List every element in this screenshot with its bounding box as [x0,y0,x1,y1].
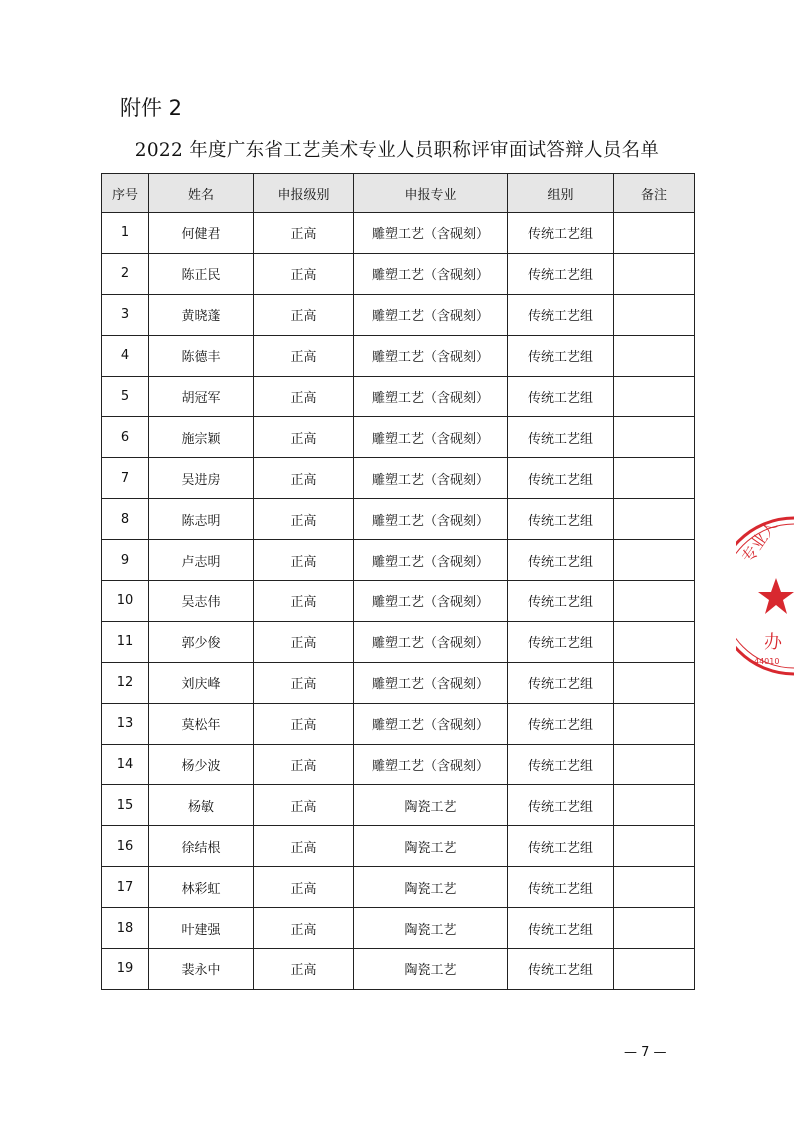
cell-index: 5 [102,376,149,417]
cell-level: 正高 [254,294,354,335]
cell-remarks [614,908,695,949]
cell-remarks [614,335,695,376]
column-header-index: 序号 [102,174,149,213]
cell-remarks [614,294,695,335]
cell-name: 莫松年 [149,703,254,744]
cell-specialty: 雕塑工艺（含砚刻） [354,621,508,662]
cell-name: 何健君 [149,213,254,254]
cell-specialty: 陶瓷工艺 [354,908,508,949]
cell-index: 1 [102,213,149,254]
seal-text-top: 专业人 [737,516,781,567]
cell-remarks [614,621,695,662]
cell-level: 正高 [254,949,354,990]
cell-group: 传统工艺组 [508,949,614,990]
cell-index: 2 [102,253,149,294]
table-row [102,253,695,294]
cell-index: 19 [102,949,149,990]
cell-name: 施宗颖 [149,417,254,458]
table-row [102,826,695,867]
cell-group: 传统工艺组 [508,744,614,785]
cell-group: 传统工艺组 [508,335,614,376]
table-row [102,417,695,458]
table-row [102,908,695,949]
cell-remarks [614,417,695,458]
cell-name: 陈志明 [149,499,254,540]
cell-group: 传统工艺组 [508,417,614,458]
cell-level: 正高 [254,213,354,254]
table-row [102,335,695,376]
column-header-remarks: 备注 [614,174,695,213]
cell-level: 正高 [254,785,354,826]
table-row [102,213,695,254]
table-header-row [102,174,695,213]
cell-name: 叶建强 [149,908,254,949]
cell-specialty: 雕塑工艺（含砚刻） [354,458,508,499]
column-header-name: 姓名 [149,174,254,213]
cell-index: 13 [102,703,149,744]
cell-level: 正高 [254,458,354,499]
cell-name: 郭少俊 [149,621,254,662]
cell-index: 11 [102,621,149,662]
cell-name: 黄晓蓬 [149,294,254,335]
seal-star-icon [758,578,794,614]
table-row [102,458,695,499]
cell-remarks [614,253,695,294]
cell-specialty: 雕塑工艺（含砚刻） [354,294,508,335]
cell-specialty: 雕塑工艺（含砚刻） [354,540,508,581]
cell-group: 传统工艺组 [508,581,614,622]
cell-name: 徐结根 [149,826,254,867]
table-row [102,294,695,335]
table-row [102,949,695,990]
cell-remarks [614,213,695,254]
cell-specialty: 陶瓷工艺 [354,867,508,908]
cell-group: 传统工艺组 [508,662,614,703]
cell-level: 正高 [254,908,354,949]
cell-specialty: 雕塑工艺（含砚刻） [354,662,508,703]
cell-specialty: 雕塑工艺（含砚刻） [354,744,508,785]
cell-name: 吴进房 [149,458,254,499]
cell-group: 传统工艺组 [508,499,614,540]
cell-name: 胡冠军 [149,376,254,417]
cell-remarks [614,867,695,908]
cell-name: 陈德丰 [149,335,254,376]
cell-specialty: 雕塑工艺（含砚刻） [354,499,508,540]
table-row [102,621,695,662]
cell-index: 17 [102,867,149,908]
cell-remarks [614,826,695,867]
cell-name: 林彩虹 [149,867,254,908]
cell-level: 正高 [254,621,354,662]
cell-index: 9 [102,540,149,581]
cell-group: 传统工艺组 [508,703,614,744]
table-row [102,703,695,744]
cell-group: 传统工艺组 [508,826,614,867]
table-row [102,540,695,581]
cell-group: 传统工艺组 [508,294,614,335]
cell-specialty: 雕塑工艺（含砚刻） [354,581,508,622]
cell-remarks [614,744,695,785]
document-title: 2022 年度广东省工艺美术专业人员职称评审面试答辩人员名单 [134,140,660,161]
cell-level: 正高 [254,253,354,294]
cell-index: 10 [102,581,149,622]
cell-group: 传统工艺组 [508,376,614,417]
cell-remarks [614,581,695,622]
cell-name: 陈正民 [149,253,254,294]
attachment-label: 附件 2 [120,96,183,120]
cell-index: 7 [102,458,149,499]
cell-level: 正高 [254,867,354,908]
cell-specialty: 雕塑工艺（含砚刻） [354,253,508,294]
cell-specialty: 陶瓷工艺 [354,949,508,990]
cell-group: 传统工艺组 [508,213,614,254]
cell-name: 刘庆峰 [149,662,254,703]
cell-index: 18 [102,908,149,949]
table-row [102,499,695,540]
cell-remarks [614,662,695,703]
cell-level: 正高 [254,335,354,376]
cell-specialty: 雕塑工艺（含砚刻） [354,213,508,254]
candidate-table [101,173,695,990]
cell-name: 杨敏 [149,785,254,826]
cell-group: 传统工艺组 [508,785,614,826]
cell-specialty: 雕塑工艺（含砚刻） [354,376,508,417]
seal-code: 44010 [754,657,780,666]
cell-group: 传统工艺组 [508,253,614,294]
cell-level: 正高 [254,417,354,458]
cell-level: 正高 [254,581,354,622]
cell-index: 3 [102,294,149,335]
cell-remarks [614,458,695,499]
cell-index: 12 [102,662,149,703]
column-header-group: 组别 [508,174,614,213]
cell-index: 4 [102,335,149,376]
cell-remarks [614,499,695,540]
cell-remarks [614,540,695,581]
cell-index: 6 [102,417,149,458]
table-row [102,662,695,703]
cell-specialty: 雕塑工艺（含砚刻） [354,335,508,376]
cell-level: 正高 [254,826,354,867]
cell-level: 正高 [254,703,354,744]
cell-level: 正高 [254,662,354,703]
table-row [102,785,695,826]
cell-level: 正高 [254,744,354,785]
cell-remarks [614,703,695,744]
table-row [102,581,695,622]
cell-level: 正高 [254,499,354,540]
cell-index: 15 [102,785,149,826]
cell-group: 传统工艺组 [508,867,614,908]
cell-specialty: 陶瓷工艺 [354,785,508,826]
cell-specialty: 雕塑工艺（含砚刻） [354,417,508,458]
cell-remarks [614,376,695,417]
page-number: — 7 — [624,1045,667,1060]
cell-group: 传统工艺组 [508,540,614,581]
table-row [102,744,695,785]
cell-index: 8 [102,499,149,540]
seal-text-bottom: 办 [764,632,782,653]
column-header-level: 申报级别 [254,174,354,213]
cell-group: 传统工艺组 [508,621,614,662]
table-row [102,867,695,908]
cell-group: 传统工艺组 [508,908,614,949]
cell-name: 杨少波 [149,744,254,785]
cell-remarks [614,949,695,990]
cell-level: 正高 [254,540,354,581]
cell-name: 卢志明 [149,540,254,581]
table-row [102,376,695,417]
cell-index: 16 [102,826,149,867]
cell-remarks [614,785,695,826]
column-header-specialty: 申报专业 [354,174,508,213]
cell-name: 吴志伟 [149,581,254,622]
cell-specialty: 雕塑工艺（含砚刻） [354,703,508,744]
cell-index: 14 [102,744,149,785]
cell-group: 传统工艺组 [508,458,614,499]
cell-specialty: 陶瓷工艺 [354,826,508,867]
cell-name: 裴永中 [149,949,254,990]
cell-level: 正高 [254,376,354,417]
official-seal [736,516,794,676]
